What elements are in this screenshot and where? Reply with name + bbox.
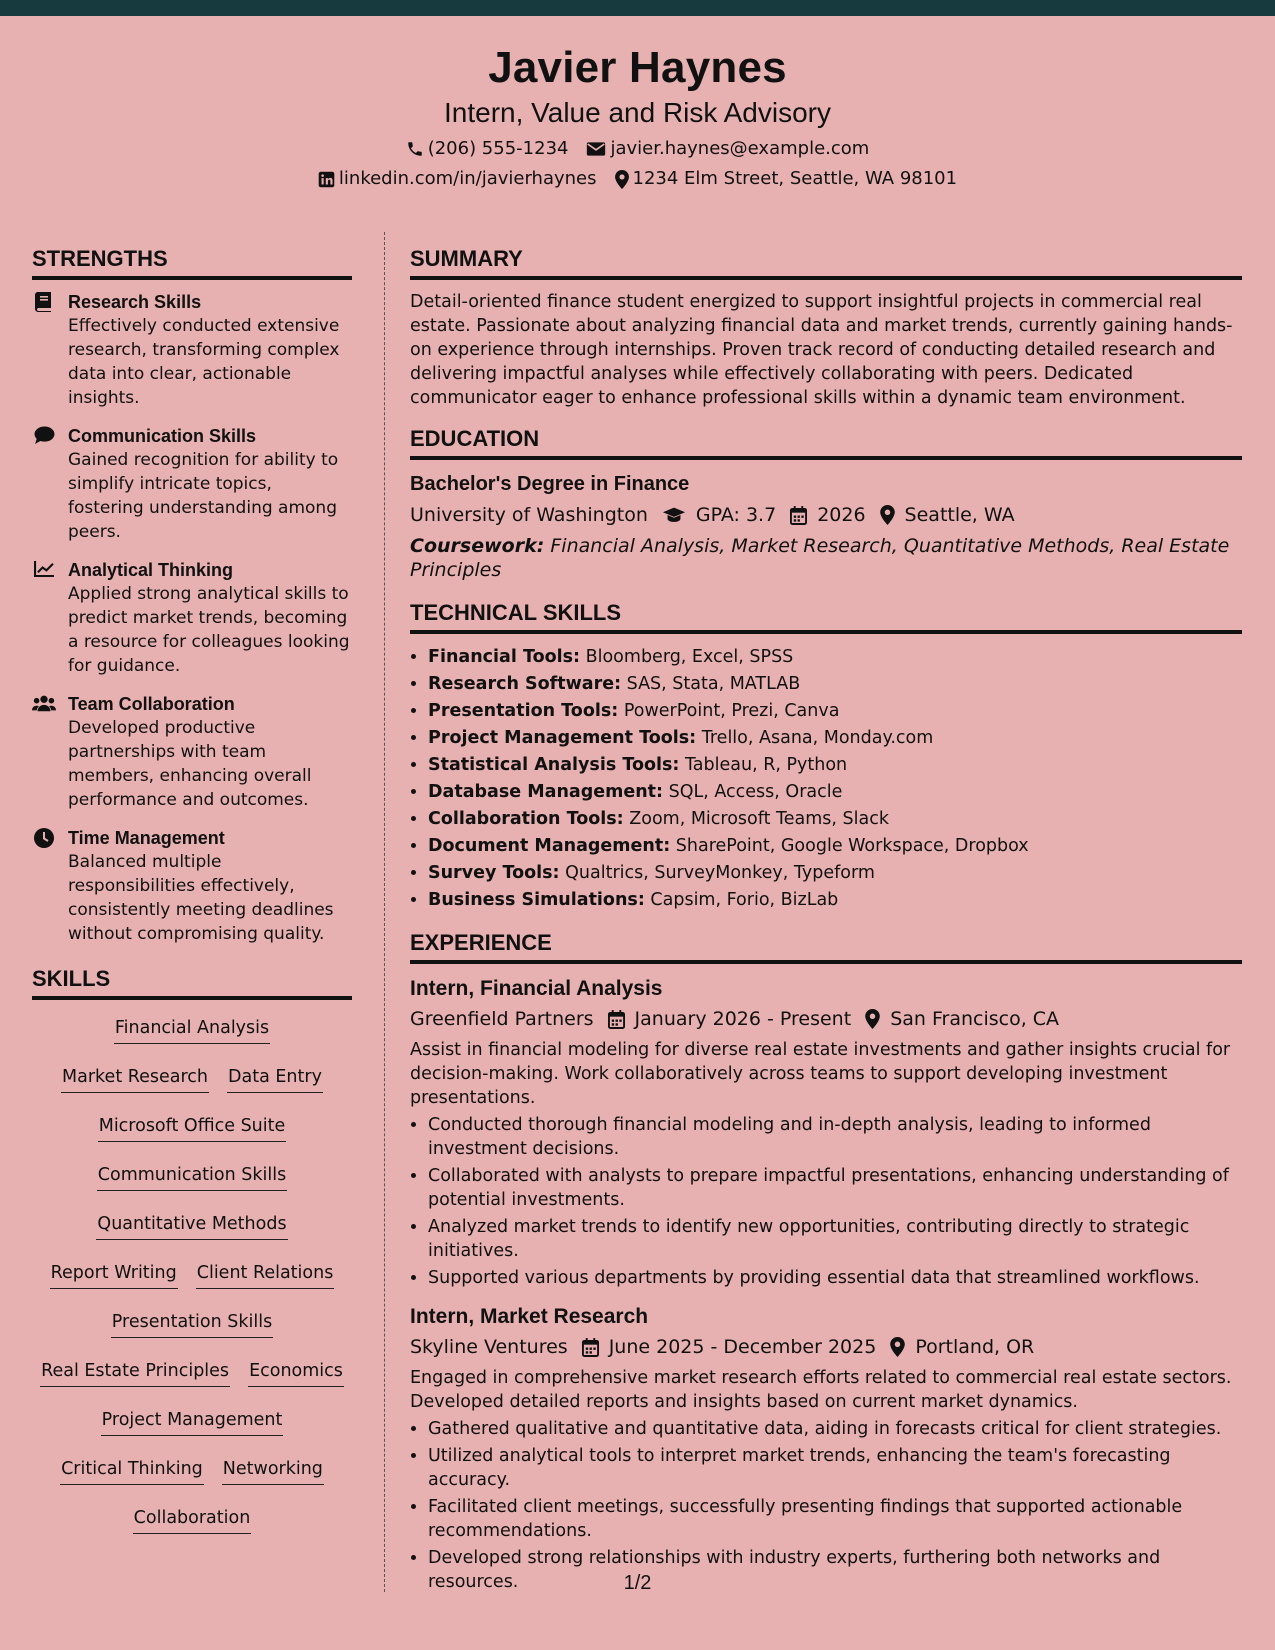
job-entry — [410, 1302, 1242, 1594]
contact-line-1 — [0, 138, 1275, 160]
page-number: 1/2 — [623, 1572, 652, 1594]
coursework — [410, 534, 1242, 582]
summary-text: Detail-oriented finance student energized to support insightful projects in commercial real estate. Passionate about analyzing financial data and market trends, currently gaining hands-on experience through internships. Proven track record of conducting detailed research and delivering impactful analyses while effectively collaborating with peers. Dedicated communicator eager to enhance professional skills within a dynamic team environment. — [410, 292, 1233, 408]
candidate-role: Intern, Value and Risk Advisory — [443, 97, 831, 128]
job-entry — [410, 974, 1242, 1290]
tech-skill-value: Zoom, Microsoft Teams, Slack — [629, 809, 889, 829]
strength-item — [32, 558, 352, 678]
skill-tag: Networking — [222, 1451, 324, 1485]
strength-title: Communication Skills — [68, 426, 257, 446]
tech-skill-value: Qualtrics, SurveyMonkey, Typeform — [565, 863, 875, 883]
users-icon — [32, 692, 56, 716]
skill-tag: Financial Analysis — [114, 1010, 270, 1044]
job-location: San Francisco, CA — [890, 1008, 1060, 1030]
tech-skill-label: Research Software: — [428, 674, 622, 694]
tech-skill-value: Trello, Asana, Monday.com — [701, 728, 934, 748]
map-pin-icon — [865, 1009, 880, 1029]
skill-tag: Report Writing — [50, 1255, 178, 1289]
job-description: Engaged in comprehensive market research efforts related to commercial real estate sectors. Developed detailed reports and insights based on current market dynamics. — [410, 1368, 1232, 1412]
list-item — [428, 671, 1242, 698]
calendar-icon — [790, 506, 807, 525]
company-name: Skyline Ventures — [410, 1336, 568, 1358]
strength-item — [32, 290, 352, 410]
technical-skills-heading: TECHNICAL SKILLS — [410, 598, 1242, 634]
contact-phone — [406, 138, 569, 160]
skill-tag: Project Management — [101, 1402, 284, 1436]
map-pin-icon — [880, 505, 895, 525]
job-bullets — [410, 1417, 1242, 1594]
strength-desc: Gained recognition for ability to simplify intricate topics, fostering understanding among peers. — [68, 450, 339, 542]
coursework-label: Coursework: — [410, 535, 545, 557]
tech-skill-label: Project Management Tools: — [428, 728, 697, 748]
list-item — [428, 833, 1242, 860]
skill-tag: Data Entry — [227, 1059, 323, 1093]
contact-address — [615, 168, 958, 190]
job-meta — [410, 1332, 1242, 1362]
experience-heading: EXPERIENCE — [410, 928, 1242, 964]
skill-tag: Critical Thinking — [60, 1451, 204, 1485]
education-meta — [410, 500, 1242, 530]
list-item: • Utilized analytical tools to interpret market trends, enhancing the team's forecasting accuracy. — [428, 1444, 1242, 1492]
email-link[interactable]: javier.haynes@example.com — [610, 138, 870, 159]
skill-tag: Economics — [248, 1353, 344, 1387]
education-location: Seattle, WA — [904, 504, 1015, 526]
list-item — [428, 779, 1242, 806]
list-item — [428, 644, 1242, 671]
job-title: Intern, Market Research — [410, 1305, 649, 1328]
graduation-cap-icon — [662, 506, 686, 524]
skill-tag: Collaboration — [133, 1500, 252, 1534]
calendar-icon — [582, 1338, 599, 1357]
skill-tag: Communication Skills — [97, 1157, 287, 1191]
left-column — [32, 244, 352, 1549]
phone-icon — [406, 140, 424, 158]
skill-tag: Market Research — [61, 1059, 209, 1093]
strength-desc: Balanced multiple responsibilities effectively, consistently meeting deadlines without compromising quality. — [68, 852, 334, 944]
address-text: 1234 Elm Street, Seattle, WA 98101 — [632, 168, 958, 189]
tech-skill-label: Database Management: — [428, 782, 664, 802]
list-item: • Developed strong relationships with industry experts, furthering both networks and resources. — [428, 1546, 1242, 1594]
strength-item — [32, 826, 352, 946]
tech-skill-label: Statistical Analysis Tools: — [428, 755, 680, 775]
skills-heading: SKILLS — [32, 964, 352, 1000]
technical-skills-list — [410, 644, 1242, 914]
coursework-list: Financial Analysis, Market Research, Quantitative Methods, Real Estate Principles — [410, 535, 1230, 581]
tech-skill-label: Survey Tools: — [428, 863, 560, 883]
list-item: • Gathered qualitative and quantitative data, aiding in forecasts critical for client strategies. — [428, 1417, 1242, 1441]
strength-desc: Effectively conducted extensive research, transforming complex data into clear, actionable insights. — [68, 316, 340, 408]
tech-skill-label: Presentation Tools: — [428, 701, 619, 721]
job-title: Intern, Financial Analysis — [410, 977, 663, 1000]
job-dates: January 2026 - Present — [634, 1008, 852, 1030]
skill-tag: Client Relations — [196, 1255, 335, 1289]
list-item: • Facilitated client meetings, successfully presenting findings that supported actionable recommendations. — [428, 1495, 1242, 1543]
list-item — [428, 806, 1242, 833]
column-divider — [384, 232, 385, 1592]
strength-title: Research Skills — [68, 292, 202, 312]
gpa-text: GPA: 3.7 — [695, 504, 777, 526]
strength-title: Time Management — [68, 828, 225, 848]
line-chart-icon — [32, 558, 56, 582]
education-heading: EDUCATION — [410, 424, 1242, 460]
tech-skill-label: Collaboration Tools: — [428, 809, 624, 829]
resume-header — [0, 16, 1275, 204]
strength-title: Analytical Thinking — [68, 560, 234, 580]
tech-skill-value: SharePoint, Google Workspace, Dropbox — [675, 836, 1029, 856]
summary-heading: SUMMARY — [410, 244, 1242, 280]
candidate-name: Javier Haynes — [488, 43, 787, 92]
skills-tag-cloud — [32, 1010, 352, 1549]
list-item — [428, 725, 1242, 752]
job-location: Portland, OR — [915, 1336, 1035, 1358]
list-item — [428, 887, 1242, 914]
list-item — [428, 698, 1242, 725]
top-accent-bar — [0, 0, 1275, 16]
linkedin-link[interactable]: linkedin.com/in/javierhaynes — [338, 168, 597, 189]
strength-title: Team Collaboration — [68, 694, 235, 714]
skill-tag: Real Estate Principles — [40, 1353, 230, 1387]
map-pin-icon — [890, 1337, 905, 1357]
company-name: Greenfield Partners — [410, 1008, 594, 1030]
speech-bubble-icon — [32, 424, 56, 448]
graduation-year: 2026 — [817, 504, 866, 526]
tech-skill-label: Business Simulations: — [428, 890, 645, 910]
skill-tag: Quantitative Methods — [96, 1206, 287, 1240]
degree-title: Bachelor's Degree in Finance — [410, 473, 690, 495]
contact-linkedin — [318, 168, 597, 190]
skill-tag: Presentation Skills — [111, 1304, 273, 1338]
right-column — [410, 244, 1242, 1606]
phone-text[interactable]: (206) 555-1234 — [427, 138, 569, 159]
book-icon — [32, 290, 56, 314]
list-item: • Analyzed market trends to identify new opportunities, contributing directly to strategic initiatives. — [428, 1215, 1242, 1263]
strength-desc: Applied strong analytical skills to predict market trends, becoming a resource for colleagues looking for guidance. — [68, 584, 350, 676]
linkedin-icon — [318, 171, 335, 188]
envelope-icon — [586, 141, 606, 157]
job-bullets — [410, 1113, 1242, 1290]
skill-tag: Microsoft Office Suite — [98, 1108, 287, 1142]
strength-item — [32, 692, 352, 812]
list-item — [428, 860, 1242, 887]
calendar-icon — [608, 1010, 625, 1029]
job-meta — [410, 1004, 1242, 1034]
contact-email — [586, 138, 869, 160]
tech-skill-label: Document Management: — [428, 836, 671, 856]
job-description: Assist in financial modeling for diverse real estate investments and gather insights crucial for decision-making. Work collaboratively across teams to support developing investment presentations. — [410, 1040, 1231, 1108]
tech-skill-label: Financial Tools: — [428, 647, 581, 667]
list-item: • Conducted thorough financial modeling and in-depth analysis, leading to informed investment decisions. — [428, 1113, 1242, 1161]
list-item — [428, 752, 1242, 779]
tech-skill-value: PowerPoint, Prezi, Canva — [623, 701, 840, 721]
strength-desc: Developed productive partnerships with team members, enhancing overall performance and outcomes. — [68, 718, 312, 810]
list-item: • Collaborated with analysts to prepare impactful presentations, enhancing understanding of potential investments. — [428, 1164, 1242, 1212]
map-pin-icon — [615, 170, 629, 189]
tech-skill-value: SAS, Stata, MATLAB — [626, 674, 801, 694]
tech-skill-value: Bloomberg, Excel, SPSS — [585, 647, 794, 667]
tech-skill-value: Capsim, Forio, BizLab — [650, 890, 839, 910]
tech-skill-value: SQL, Access, Oracle — [668, 782, 843, 802]
strength-item — [32, 424, 352, 544]
contact-line-2 — [0, 168, 1275, 190]
job-dates: June 2025 - December 2025 — [608, 1336, 877, 1358]
tech-skill-value: Tableau, R, Python — [685, 755, 848, 775]
strengths-heading: STRENGTHS — [32, 244, 352, 280]
clock-icon — [32, 826, 56, 850]
list-item: • Supported various departments by providing essential data that streamlined workflows. — [428, 1266, 1242, 1290]
school-name: University of Washington — [410, 504, 648, 526]
